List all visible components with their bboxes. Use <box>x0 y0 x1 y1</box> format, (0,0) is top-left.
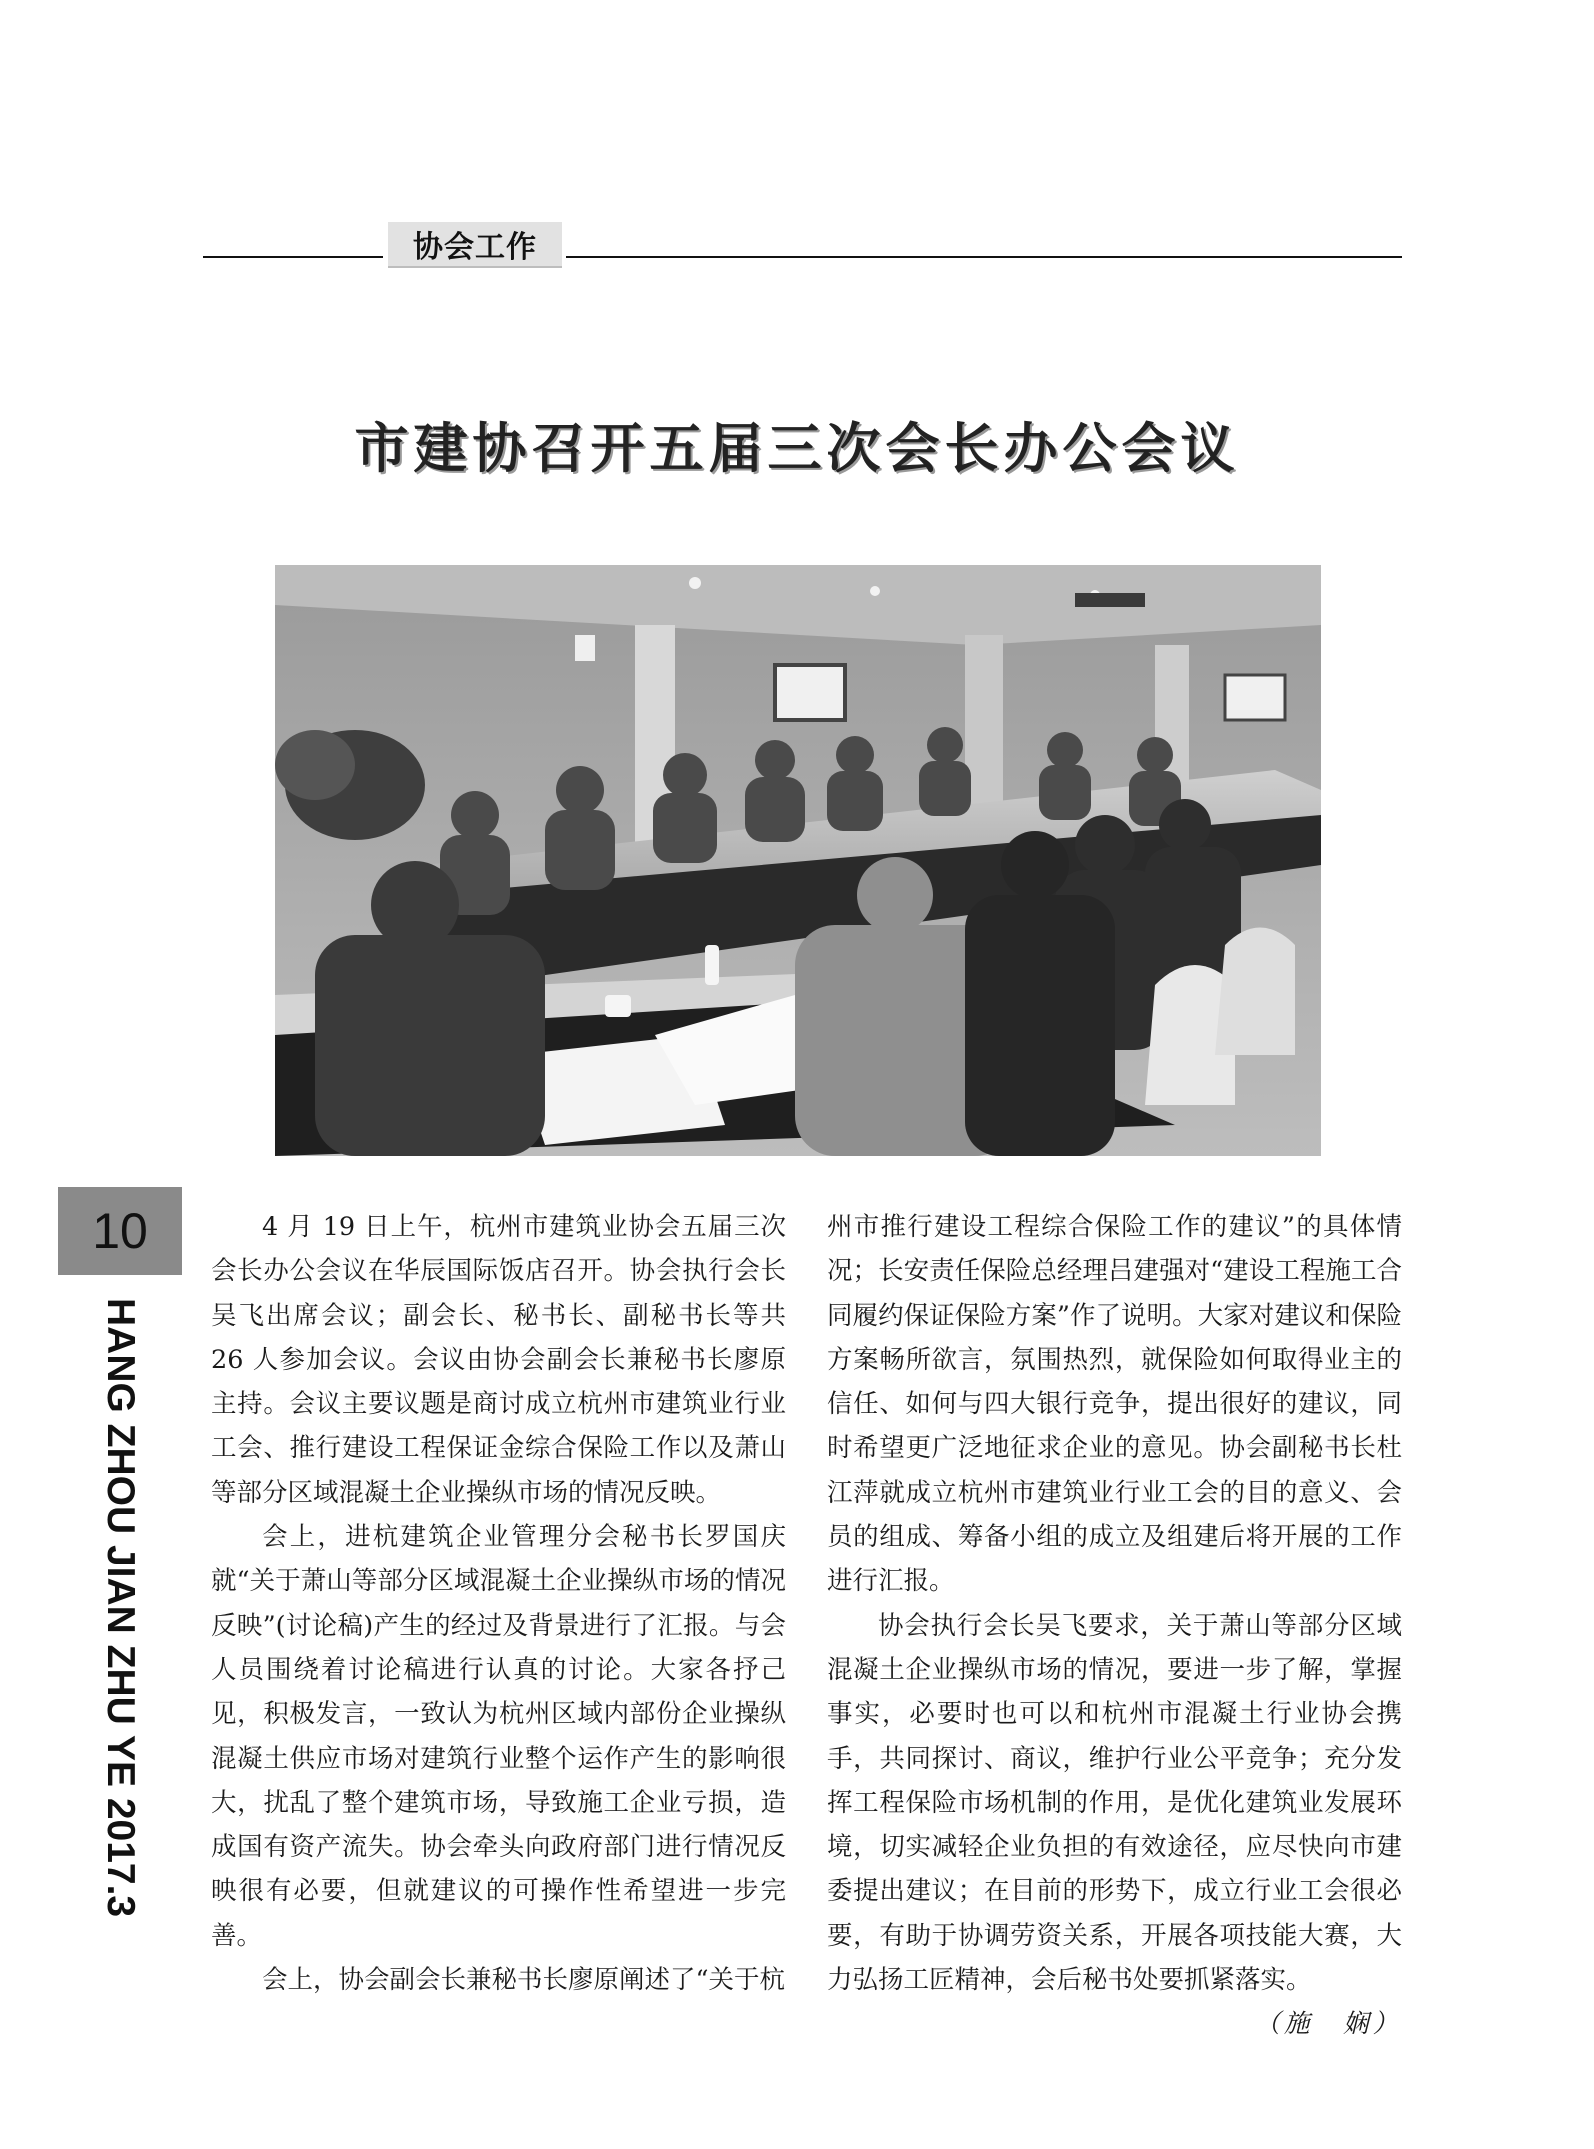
paragraph: 会上，进杭建筑企业管理分会秘书长罗国庆就“关于萧山等部分区域混凝土企业操纵市场的情况反映”(讨论稿)产生的经过及背景进行了汇报。与会人员围绕着讨论稿进行认真的讨论。大家各抒己见，积极发言，一致认为杭州区域内部份企业操纵混凝土供应市场对建筑行业整个运作产生的影响很大，扰乱了整个建筑市场，导致施工企业亏损，造成国有资产流失。协会牵头向政府部门进行情况反映很有必要，但就建议的可操作性希望进一步完善。 <box>211 1522 786 1951</box>
header-rule-right <box>566 256 1402 258</box>
magazine-masthead: HANG ZHOU JIAN ZHU YE 2017.3 <box>99 1298 142 1918</box>
meeting-photo <box>275 565 1321 1156</box>
article-title: 市建协召开五届三次会长办公会议 <box>354 417 1240 480</box>
header-rule-left <box>203 256 383 258</box>
page-number-badge <box>58 1187 182 1275</box>
paragraph: 州市推行建设工程综合保险工作的建议”的具体情况；长安责任保险总经理吕建强对“建设工程施工合同履约保证保险方案”作了说明。大家对建议和保险方案畅所欲言，氛围热烈，就保险如何取得业主的信任、如何与四大银行竞争，提出很好的建议，同时希望更广泛地征求企业的意见。协会副秘书长杜江萍就成立杭州市建筑业行业工会的目的意义、会员的组成、筹备小组的成立及组建后将开展的工作进行汇报。 <box>827 1212 1402 1597</box>
page-number: 10 <box>92 1203 148 1259</box>
paragraph-text: 协会执行会长吴飞要求，关于萧山等部分区域混凝土企业操纵市场的情况，要进一步了解，掌握事实，必要时也可以和杭州市混凝土行业协会携手，共同探讨、商议，维护行业公平竞争；充分发挥工程保险市场机制的作用，是优化建筑业发展环境，切实减轻企业负担的有效途径，应尽快向市建委提出建议；在目前的形势下，成立行业工会很必要，有助于协调劳资关系，开展各项技能大赛，大力弘扬工匠精神，会后秘书处要抓紧落实。 <box>827 1610 1402 1996</box>
article-column-right <box>827 1205 1402 2047</box>
section-label: 协会工作 <box>413 230 537 265</box>
paragraph: 4 月 19 日上午，杭州市建筑业协会五届三次会长办公会议在华辰国际饭店召开。协会执行会长吴飞出席会议；副会长、秘书长、副秘书长等共 26 人参加会议。会议由协会副会长兼秘书长廖原主持。会议主要议题是商讨成立杭州市建筑业行业工会、推行建设工程保证金综合保险工作以及萧山等部分区域混凝土企业操纵市场的情况反映。 <box>211 1212 786 1508</box>
paragraph <box>827 1604 1402 2040</box>
article-column-left <box>211 1205 786 2002</box>
section-tab <box>388 222 562 268</box>
byline: （施 娴） <box>1254 2009 1402 2040</box>
paragraph: 会上，协会副会长兼秘书长廖原阐述了“关于杭 <box>262 1965 786 1996</box>
